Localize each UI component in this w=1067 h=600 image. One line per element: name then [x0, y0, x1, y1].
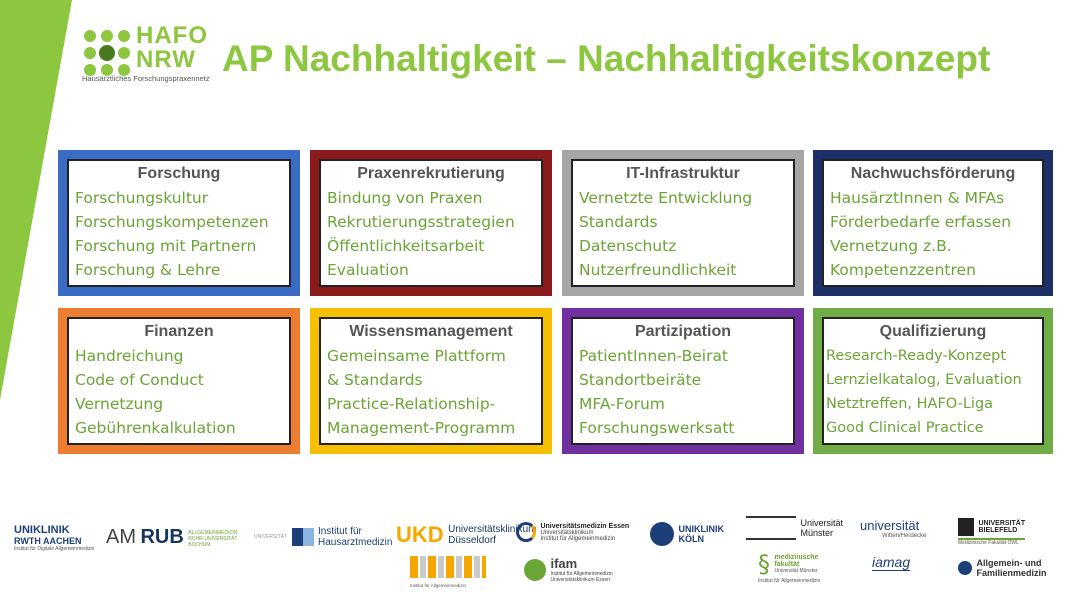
logo-text: Familienmedizin	[976, 568, 1047, 578]
card-item: Datenschutz	[579, 237, 677, 255]
card-nachwuchsfoerderung	[813, 150, 1053, 296]
card-item: Practice-Relationship-	[327, 395, 496, 413]
card-item: Good Clinical Practice	[826, 420, 984, 436]
logo-text-nrw: NRW	[136, 46, 196, 73]
card-item: Forschungskultur	[75, 189, 209, 207]
bar-graphic-icon	[410, 556, 486, 578]
logo-text: Hausarztmedizin	[317, 537, 393, 548]
logo-text: Universitätsmedizin Essen	[540, 522, 630, 530]
logo-text-block	[800, 518, 843, 538]
logo-text: RWTH AACHEN	[14, 536, 82, 546]
logo-text: Universitätsklinikum	[540, 529, 594, 536]
logo-text: UKD	[396, 522, 444, 547]
logo-text-block	[976, 558, 1046, 578]
logo-unimedizin-essen	[516, 522, 629, 542]
card-item: Öffentlichkeitsarbeit	[327, 237, 485, 255]
logo-text: AM	[106, 526, 136, 548]
logo-text-block	[540, 523, 629, 542]
card-item: Standortbeiräte	[579, 371, 702, 389]
logo-text: Allgemein- und	[976, 558, 1042, 568]
logo-uniklinik-rwth	[14, 524, 94, 552]
card-item: HausärztInnen & MFAs	[830, 189, 1005, 207]
logo-text-block	[774, 554, 818, 574]
logo-text: UNIVERSITÄT	[978, 520, 1026, 527]
card-finanzen	[58, 308, 300, 454]
logo-uni-witten-herdecke	[860, 518, 926, 539]
logo-ifa-bars	[410, 556, 486, 588]
hafo-nrw-logo	[78, 22, 210, 92]
logo-text: KÖLN	[678, 534, 704, 544]
logo-text: Institut für Digitale Allgemeinmedizin	[14, 546, 95, 552]
card-item: Forschung & Lehre	[75, 261, 221, 279]
card-title: Nachwuchsförderung	[850, 165, 1016, 182]
card-item: Vernetzung	[75, 395, 164, 413]
logo-ifam	[524, 556, 613, 583]
logo-uni-muenster	[746, 516, 843, 540]
logo-allgemein-familienmedizin	[958, 558, 1046, 578]
card-item: Lernzielkatalog, Evaluation	[826, 372, 1022, 388]
card-item: Management-Programm	[327, 419, 516, 437]
card-item: Research-Ready-Konzept	[826, 348, 1007, 364]
card-item: PatientInnen-Beirat	[579, 347, 729, 365]
card-title: Praxenrekrutierung	[357, 165, 505, 182]
dna-icon: §	[758, 550, 770, 578]
logo-text: Institut für	[317, 526, 362, 537]
logo-uni-bielefeld	[958, 518, 1025, 546]
card-item: & Standards	[327, 371, 423, 389]
bielefeld-square-icon	[958, 518, 974, 536]
card-praxenrekrutierung	[310, 150, 552, 296]
logo-text: UNIKLINIK	[678, 524, 724, 534]
logo-text: ALLGEMEINMEDIZIN RUHR-UNIVERSITÄT BOCHUM	[188, 529, 238, 548]
card-title: Finanzen	[144, 323, 214, 340]
card-item: Nutzerfreundlichkeit	[579, 261, 737, 279]
logo-text: BIELEFELD	[978, 527, 1018, 534]
logo-text: Universitätsklinikum Essen	[550, 577, 610, 583]
logo-text: ifam	[550, 556, 578, 571]
logo-text: fakultät	[774, 561, 800, 568]
card-item: MFA-Forum	[579, 395, 665, 413]
card-wissensmanagement	[310, 308, 552, 454]
card-title: Wissensmanagement	[349, 323, 513, 340]
card-partizipation	[562, 308, 804, 454]
card-item: Rekrutierungsstrategien	[327, 213, 515, 231]
card-item: Bindung von Praxen	[327, 189, 483, 207]
card-qualifizierung	[813, 308, 1053, 454]
card-title: Partizipation	[634, 323, 731, 340]
card-it-infrastruktur	[562, 150, 804, 296]
logo-uniklinik-koeln	[650, 522, 724, 546]
building-icon	[292, 528, 314, 546]
essen-emblem-icon	[516, 522, 536, 542]
card-title: IT-Infrastruktur	[626, 165, 740, 182]
card-item: Forschungswerksatt	[579, 419, 735, 437]
card-item: Forschungskompetenzen	[75, 213, 269, 231]
logo-medizinische-fakultaet	[758, 550, 820, 584]
logo-text: UNIKLINIK	[14, 524, 70, 536]
fam-emblem-icon	[958, 561, 972, 575]
logo-am-rub	[106, 526, 248, 549]
card-item: Handreichung	[75, 347, 184, 365]
logo-institut-hausarztmedizin	[254, 526, 392, 548]
logo-iamag	[872, 554, 910, 572]
card-forschung	[58, 150, 300, 296]
logo-text-block	[318, 526, 392, 548]
logo-text: Universitätsklinikum	[448, 524, 537, 535]
card-item: Standards	[579, 213, 658, 231]
logo-text: universität	[860, 518, 920, 533]
ifam-emblem-icon	[524, 559, 546, 581]
logo-text-block	[550, 556, 612, 583]
logo-text-block	[978, 520, 1025, 534]
hafo-dots-icon	[82, 28, 132, 78]
card-item: Förderbedarfe erfassen	[830, 213, 1012, 231]
card-item: Kompetenzzentren	[830, 261, 976, 279]
logo-text: Institut für Allgemeinmedizin	[410, 583, 467, 588]
logo-text: Münster	[800, 528, 833, 538]
card-item: Gebührenkalkulation	[75, 419, 236, 437]
logo-text: Institut für Allgemeinmedizin	[758, 578, 821, 584]
card-item: Netztreffen, HAFO-Liga	[826, 396, 994, 412]
logo-text-block	[678, 524, 724, 544]
card-item: Code of Conduct	[75, 371, 204, 389]
card-item: Forschung mit Partnern	[75, 237, 257, 255]
logo-text: Düsseldorf	[448, 535, 496, 546]
card-item: Vernetzung z.B.	[830, 237, 952, 255]
card-item: Gemeinsame Plattform	[327, 347, 506, 365]
logo-text: Institut für Allgemeinmedizin	[540, 535, 616, 542]
card-title: Qualifizierung	[879, 323, 987, 340]
koeln-seal-icon	[650, 522, 674, 546]
logo-text: Universität	[800, 518, 843, 528]
card-title: Forschung	[137, 165, 221, 182]
logo-text: Institut für Allgemeinmedizin	[550, 571, 613, 577]
logo-text: Witten/Herdecke	[882, 533, 927, 539]
muenster-lines-icon	[746, 516, 796, 540]
logo-text: Universität Münster	[774, 568, 818, 574]
logo-subtitle: Hausärztliches Forschungspraxennetz	[82, 74, 210, 83]
logo-text: medizinische	[774, 554, 819, 561]
card-item: Vernetzte Entwicklung	[579, 189, 753, 207]
logo-text: iamag	[872, 554, 911, 570]
logo-text-hafo: HAFO	[136, 22, 208, 49]
logo-text: UNIVERSITÄT	[254, 534, 288, 540]
slide-title: AP Nachhaltigkeit – Nachhaltigkeitskonzept	[222, 38, 991, 79]
logo-text: Medizinische Fakultät OWL	[958, 538, 1025, 546]
card-item: Evaluation	[327, 261, 409, 279]
partner-logos	[0, 510, 1067, 600]
logo-text: RUB	[140, 526, 184, 548]
